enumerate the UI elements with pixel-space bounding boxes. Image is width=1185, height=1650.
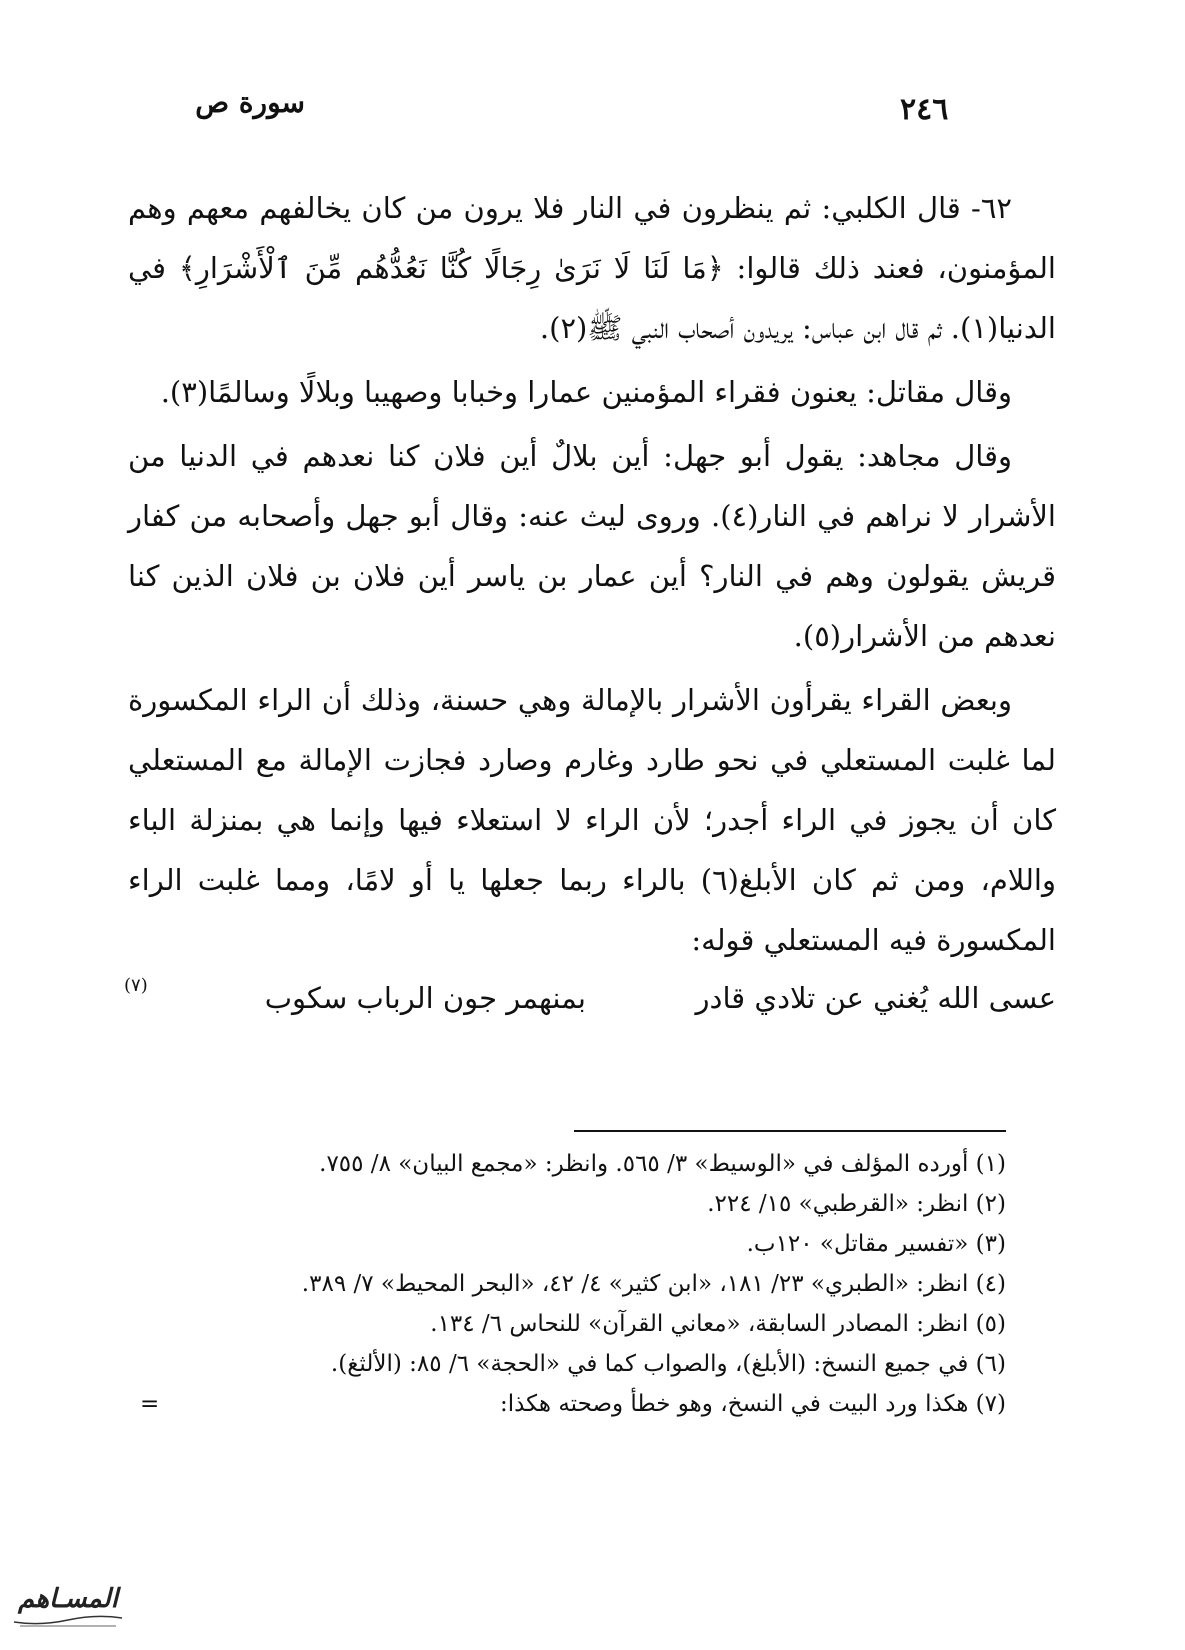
continuation-mark: = (140, 1391, 160, 1417)
verse-second-hemistich: بمنهمر جون الرباب سكوب (264, 981, 586, 1015)
footnote-7 (140, 1384, 1006, 1424)
verse-first-hemistich: عسى الله يُغني عن تلادي قادر (695, 981, 1056, 1015)
paragraph-1: ٦٢- قال الكلبي: ثم ينظرون في النار فلا يرون من كان يخالفهم معهم وهم المؤمنون، فعند ذلك قالوا: ﴿مَا لَنَا لَا نَرَىٰ رِجَالًا كُنَّا نَعُدُّهُم مِّنَ ٱلْأَشْرَارِ﴾ في الدنيا(١). ثم قال ابن عباس: يريدون أصحاب النبي ﷺ(٢). (128, 191, 1056, 345)
running-header (195, 78, 985, 128)
verse-footnote-marker: (٧) (124, 975, 148, 996)
paragraph-2: وقال مقاتل: يعنون فقراء المؤمنين عمارا وخبابا وصهيبا وبلالًا وسالمًا(٣). (160, 375, 1012, 409)
footnote-3: (٣) «تفسير مقاتل» ١٢٠ب. (746, 1231, 1006, 1257)
page-number: ٢٤٦ (900, 92, 949, 127)
footnote-4: (٤) انظر: «الطبري» ٢٣/ ١٨١، «ابن كثير» ٤/ ٤٢، «البحر المحيط» ٧/ ٣٨٩. (301, 1271, 1006, 1297)
footnote-6: (٦) في جميع النسخ: (الأبلغ)، والصواب كما في «الحجة» ٦/ ٨٥: (الألثغ). (330, 1351, 1006, 1377)
footnote-separator (574, 1130, 1006, 1132)
surah-title: سورة ص (195, 86, 305, 119)
paragraph-3: وقال مجاهد: يقول أبو جهل: أين بلالٌ أين فلان كنا نعدهم في الدنيا من الأشرار لا نراهم في النار(٤). وروى ليث عنه: وقال أبو جهل وأصحابه من كفار قريش يقولون وهم في النار؟ أين عمار بن ياسر أين فلان بن فلان الذين كنا نعدهم من الأشرار(٥). (128, 439, 1056, 653)
footnote-5: (٥) انظر: المصادر السابقة، «معاني القرآن» للنحاس ٦/ ١٣٤. (430, 1311, 1006, 1337)
footnote-7-text: (٧) هكذا ورد البيت في النسخ، وهو خطأ وصحته هكذا: (499, 1391, 1006, 1417)
footnotes (140, 1144, 1006, 1424)
poetry-verse (124, 974, 1056, 1022)
stamp-text: المسـاهم (18, 1584, 118, 1614)
footnote-1: (١) أورده المؤلف في «الوسيط» ٣/ ٥٦٥. وانظر: «مجمع البيان» ٨/ ٧٥٥. (319, 1151, 1006, 1177)
paragraph-4: وبعض القراء يقرأون الأشرار بالإمالة وهي حسنة، وذلك أن الراء المكسورة لما غلبت المستعلي في نحو طارد وغارم وصارد فجازت الإمالة مع المستعلي كان أن يجوز في الراء أجدر؛ لأن الراء لا استعلاء فيها وإنما هي بمنزلة الباء واللام، ومن ثم كان الأبلغ(٦) بالراء ربما جعلها يا أو لامًا، ومما غلبت الراء المكسورة فيه المستعلي قوله: (128, 683, 1056, 957)
publisher-stamp (10, 1582, 126, 1630)
footnote-2: (٢) انظر: «القرطبي» ١٥/ ٢٢٤. (707, 1191, 1006, 1217)
main-text (124, 178, 1056, 1022)
